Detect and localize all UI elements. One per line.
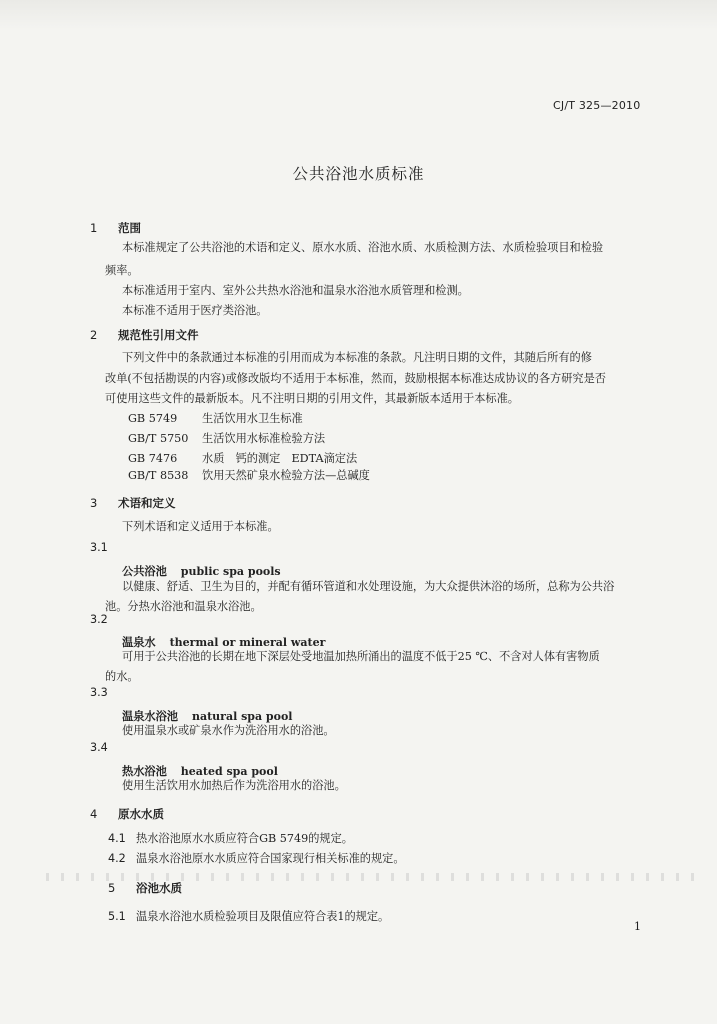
paragraph-line: 下列术语和定义适用于本标准。 xyxy=(122,520,279,533)
scan-top-edge xyxy=(0,0,717,30)
reference-item xyxy=(128,410,303,426)
term-heading xyxy=(122,560,281,579)
term-number: 3.1 xyxy=(90,541,108,554)
term-chinese: 温泉水浴池 xyxy=(122,710,178,723)
reference-item xyxy=(128,450,357,466)
section-5-heading xyxy=(108,880,182,896)
paragraph-line: 以健康、舒适、卫生为目的，并配有循环管道和水处理设施，为大众提供沐浴的场所，总称为公共浴 xyxy=(122,580,615,593)
clause xyxy=(108,830,353,846)
section-title: 浴池水质 xyxy=(136,881,182,895)
term-english: thermal or mineral water xyxy=(169,636,326,649)
clause-text: 温泉水浴池水质检验项目及限值应符合表1的规定。 xyxy=(136,910,390,923)
section-3-heading xyxy=(90,495,176,511)
page-number: 1 xyxy=(634,920,641,933)
section-title: 原水水质 xyxy=(118,807,164,821)
paragraph-line: 本标准适用于室内、室外公共热水浴池和温泉水浴池水质管理和检测。 xyxy=(122,284,469,297)
reference-code: GB 7476 xyxy=(128,452,178,465)
section-number: 1 xyxy=(90,221,98,235)
reference-item xyxy=(128,430,325,446)
clause-text: 热水浴池原水水质应符合GB 5749的规定。 xyxy=(136,832,353,845)
term-chinese: 公共浴池 xyxy=(122,565,167,578)
section-4-heading xyxy=(90,806,164,822)
paragraph-line: 可用于公共浴池的长期在地下深层处受地温加热所涌出的温度不低于25 ℃、不含对人体有害物质 xyxy=(122,650,600,663)
term-number: 3.2 xyxy=(90,613,108,626)
reference-code: GB 5749 xyxy=(128,412,178,425)
term-number: 3.3 xyxy=(90,686,108,699)
paragraph-line: 使用温泉水或矿泉水作为洗浴用水的浴池。 xyxy=(122,724,335,737)
clause-number: 4.1 xyxy=(108,832,126,845)
paragraph-line: 使用生活饮用水加热后作为洗浴用水的浴池。 xyxy=(122,779,346,792)
paragraph-line: 本标准规定了公共浴池的术语和定义、原水水质、浴池水质、水质检测方法、水质检验项目和检验 xyxy=(122,241,604,254)
paragraph-line: 下列文件中的条款通过本标准的引用而成为本标准的条款。凡注明日期的文件，其随后所有的修 xyxy=(122,351,592,364)
document-title: 公共浴池水质标准 xyxy=(292,165,425,183)
paragraph-line: 的水。 xyxy=(105,670,139,683)
clause-number: 4.2 xyxy=(108,852,126,865)
paragraph-line: 池。分热水浴池和温泉水浴池。 xyxy=(105,600,262,613)
section-title: 规范性引用文件 xyxy=(118,328,199,342)
reference-item xyxy=(128,467,370,483)
section-2-heading xyxy=(90,327,199,343)
reference-name: 生活饮用水标准检验方法 xyxy=(202,432,326,445)
term-number: 3.4 xyxy=(90,741,108,754)
clause-text: 温泉水浴池原水水质应符合国家现行相关标准的规定。 xyxy=(136,852,405,865)
paragraph-line: 改单(不包括勘误的内容)或修改版均不适用于本标准，然而，鼓励根据本标准达成协议的各方研究是否 xyxy=(105,372,606,385)
standard-code: CJ/T 325—2010 xyxy=(553,99,641,112)
paragraph-line: 本标准不适用于医疗类浴池。 xyxy=(122,304,268,317)
section-title: 范围 xyxy=(118,221,141,235)
term-chinese: 热水浴池 xyxy=(122,765,167,778)
reference-name: 生活饮用水卫生标准 xyxy=(202,412,303,425)
paragraph-line: 频率。 xyxy=(105,264,139,277)
term-english: public spa pools xyxy=(180,565,281,578)
term-english: natural spa pool xyxy=(191,710,293,723)
paragraph-line: 可使用这些文件的最新版本。凡不注明日期的引用文件，其最新版本适用于本标准。 xyxy=(105,392,519,405)
clause-number: 5.1 xyxy=(108,910,126,923)
term-chinese: 温泉水 xyxy=(122,636,156,649)
reference-name: 水质 钙的测定 EDTA滴定法 xyxy=(202,452,358,465)
clause xyxy=(108,850,405,866)
section-number: 4 xyxy=(90,807,98,821)
section-number: 5 xyxy=(108,881,116,895)
section-number: 2 xyxy=(90,328,98,342)
section-1-heading xyxy=(90,220,141,236)
clause xyxy=(108,908,389,924)
section-number: 3 xyxy=(90,496,98,510)
section-title: 术语和定义 xyxy=(118,496,176,510)
reference-code: GB/T 8538 xyxy=(128,469,189,482)
term-english: heated spa pool xyxy=(180,765,278,778)
reference-name: 饮用天然矿泉水检验方法—总碱度 xyxy=(202,469,370,482)
reference-code: GB/T 5750 xyxy=(128,432,189,445)
